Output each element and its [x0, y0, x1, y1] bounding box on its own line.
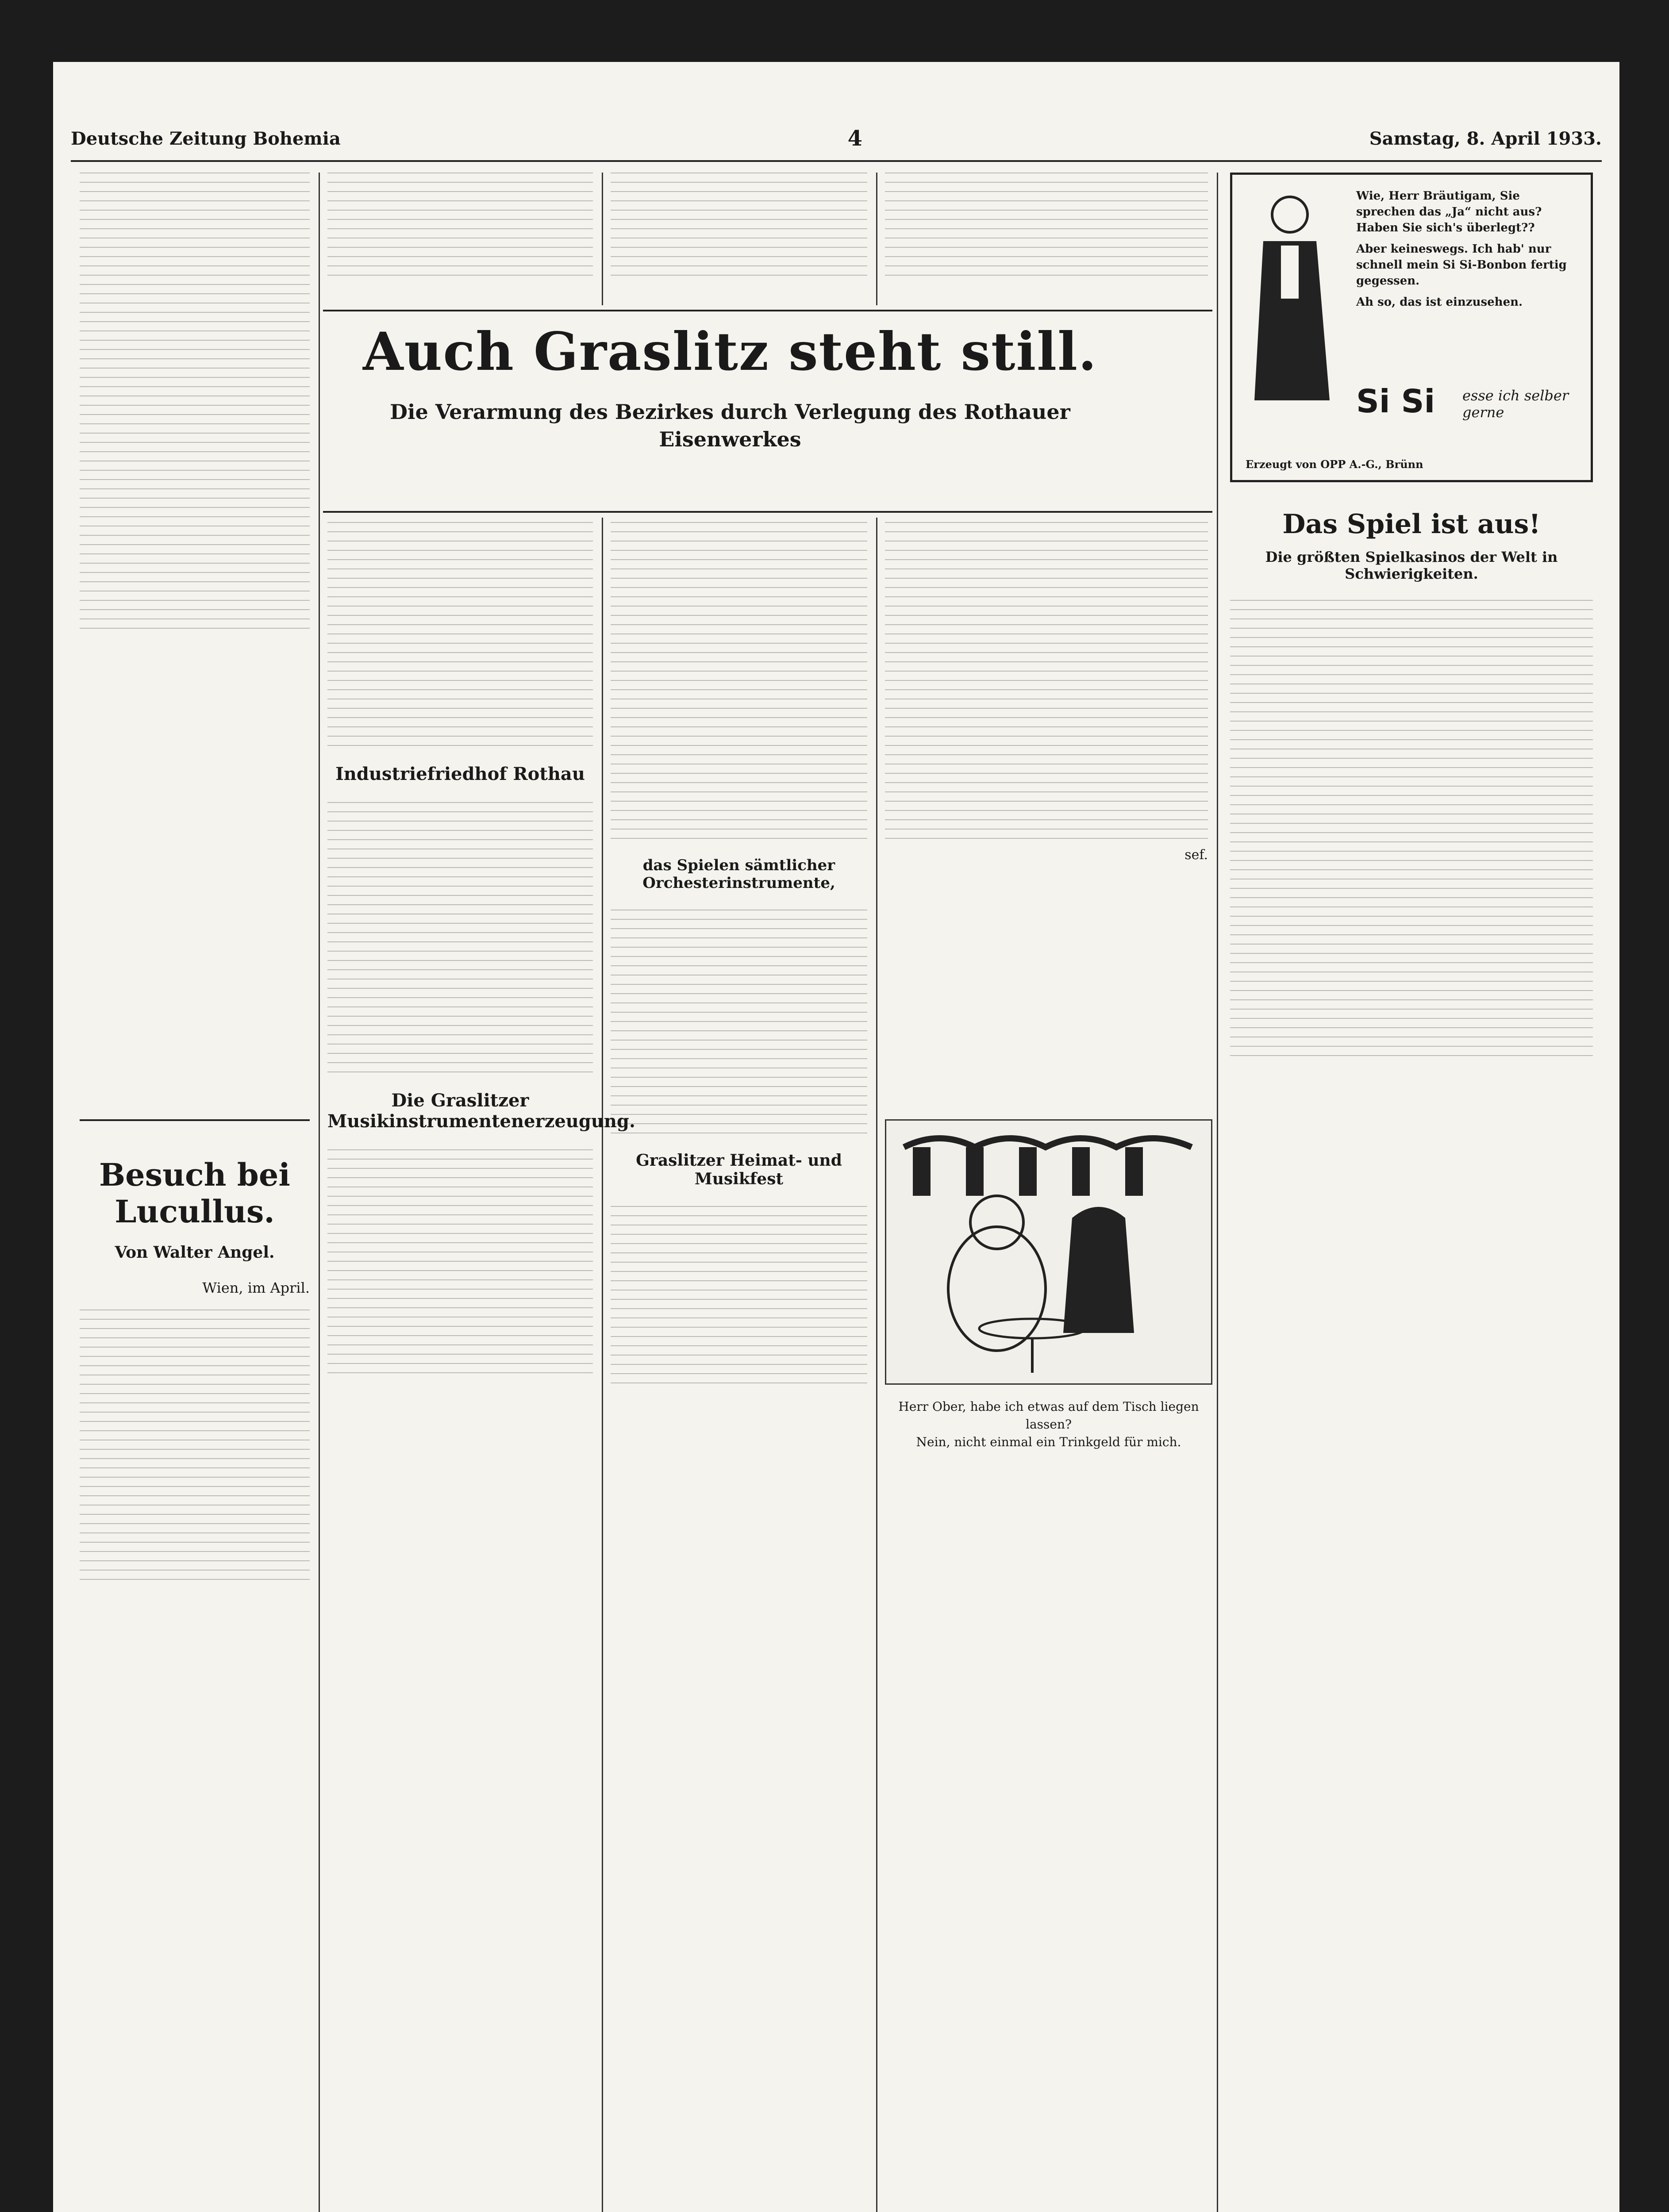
ad-brand: Si Si [1356, 383, 1435, 420]
cartoon-caption-1: Herr Ober, habe ich etwas auf dem Tisch liegen lassen? [898, 1399, 1199, 1432]
ad-text-2: Aber keineswegs. Ich hab' nur schnell mein Si Si-Bonbon fertig gegessen. [1356, 242, 1567, 288]
ad-dialogue [1356, 188, 1582, 310]
column-1 [80, 173, 310, 2212]
subsection-orchester: das Spielen sämtlicher Orchesterinstrumente, [642, 856, 835, 892]
column-rule [602, 173, 603, 305]
page-header [71, 123, 1602, 154]
text-block [327, 1149, 593, 1373]
page-number: 4 [847, 126, 863, 151]
subsection-heimatfest: Graslitzer Heimat- und Musikfest [636, 1151, 842, 1188]
column-rule [876, 518, 877, 2212]
lucullus-author: Von Walter Angel. [115, 1243, 275, 1262]
subsection-rothau: Industriefriedhof Rothau [335, 764, 585, 784]
column-right [1230, 509, 1593, 2212]
column-rule [1217, 173, 1218, 2212]
main-subheadline: Die Verarmung des Bezirkes durch Verlegung des Rothauer Eisenwerkes [390, 400, 1070, 451]
paper-name: Deutsche Zeitung Bohemia [71, 128, 341, 149]
text-block [611, 1206, 867, 1383]
ad-text-1: Wie, Herr Bräutigam, Sie sprechen das „Ja“ nicht aus? Haben Sie sich's überlegt?? [1356, 189, 1542, 234]
newspaper-page [53, 62, 1619, 2212]
spiel-subtitle: Die größten Spielkasinos der Welt in Schwierigkeiten. [1265, 549, 1558, 582]
article-separator [80, 1119, 310, 1121]
main-article-column-3 [885, 522, 1208, 1106]
cartoon-caption [894, 1398, 1204, 1451]
text-block [327, 522, 593, 746]
cartoon-drawing [886, 1121, 1211, 1383]
article-signature: sef. [1184, 847, 1208, 863]
cartoon-illustration [885, 1119, 1212, 1385]
spiel-body [1230, 600, 1593, 1056]
ad-slogan: esse ich selber gerne [1462, 387, 1569, 421]
ad-illustration [1241, 188, 1347, 418]
lucullus-title: Besuch bei Lucullus. [99, 1156, 290, 1230]
text-block [80, 173, 310, 1093]
cartoon-caption-2: Nein, nicht einmal ein Trinkgeld für mich. [916, 1435, 1181, 1449]
main-article-column-1 [327, 522, 635, 2212]
column-rule [876, 173, 877, 305]
issue-date: Samstag, 8. April 1933. [1369, 128, 1602, 149]
headline-bottom-rule [323, 511, 1212, 513]
column-4-top [885, 173, 1208, 301]
column-rule [602, 518, 603, 2212]
headline-top-rule [323, 310, 1212, 311]
subsection-musikinstrumente: Die Graslitzer Musikinstrumentenerzeugung. [327, 1090, 635, 1132]
text-block [611, 522, 867, 839]
column-2-top [327, 173, 593, 301]
lucullus-dateline: Wien, im April. [202, 1279, 310, 1296]
lucullus-body [80, 1310, 310, 1580]
sisi-advertisement [1230, 173, 1593, 482]
ad-text-3: Ah so, das ist einzusehen. [1356, 296, 1523, 309]
main-article-column-2 [611, 522, 867, 2212]
spiel-title: Das Spiel ist aus! [1282, 509, 1541, 540]
column-rule [319, 173, 320, 2212]
main-headline: Auch Graslitz steht still. [362, 321, 1098, 382]
text-block [611, 910, 867, 1133]
text-block [327, 802, 593, 1072]
ad-maker: Erzeugt von OPP A.-G., Brünn [1246, 458, 1423, 471]
header-rule [71, 160, 1602, 162]
column-3-top [611, 173, 867, 301]
